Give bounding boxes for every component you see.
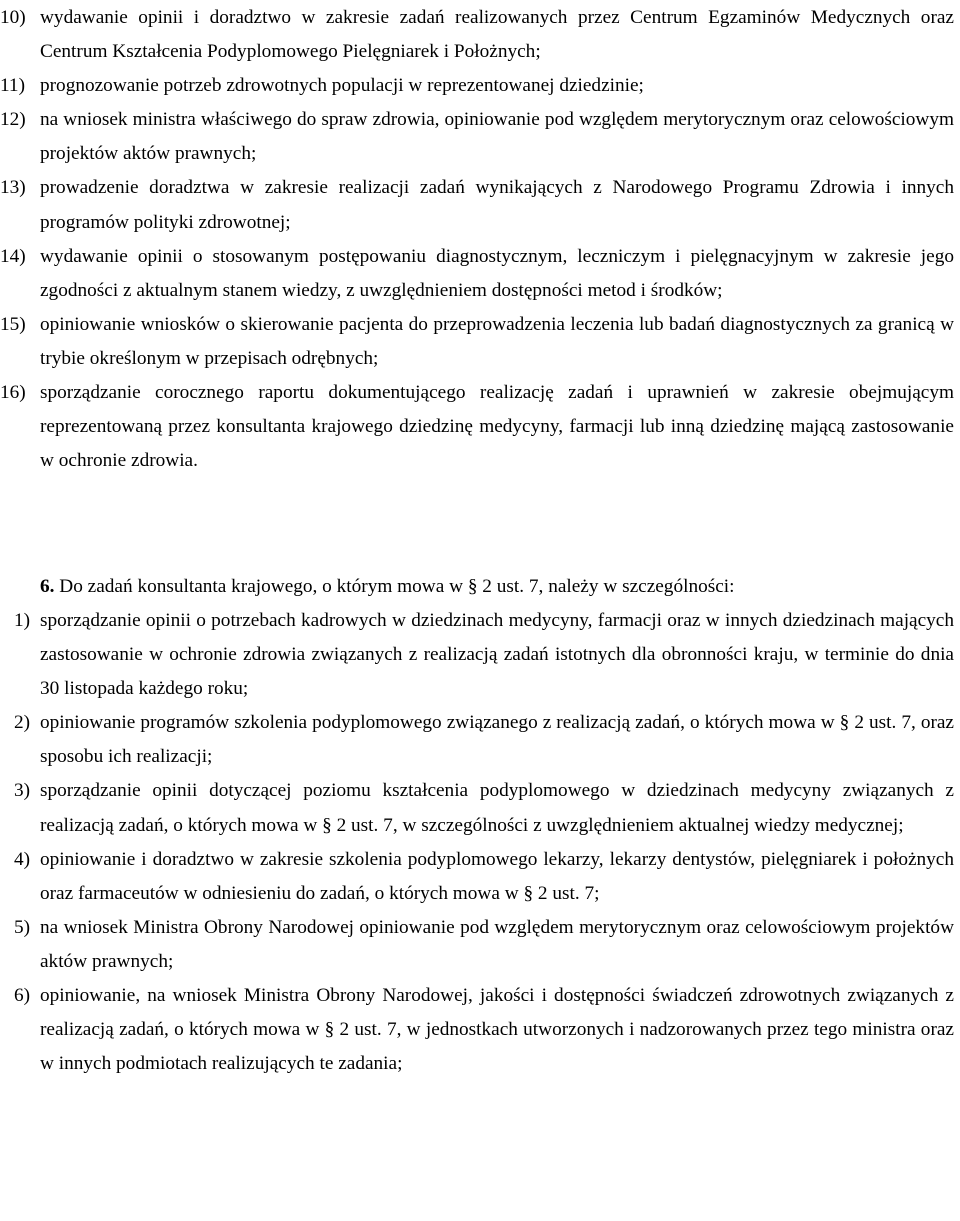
list-item-number: 13) bbox=[0, 177, 26, 199]
list-item-number: 3) bbox=[13, 780, 30, 802]
numbered-list-section-6 bbox=[0, 604, 954, 1081]
list-item bbox=[0, 103, 954, 171]
list-item-number: 1) bbox=[13, 610, 30, 631]
numbered-list-continued bbox=[0, 1, 954, 478]
list-item bbox=[0, 706, 954, 774]
list-item bbox=[0, 308, 954, 376]
list-item bbox=[0, 240, 954, 308]
list-item-number: 15) bbox=[0, 313, 26, 335]
list-item-text: opiniowanie wniosków o skierowanie pacjenta do przeprowadzenia leczenia lub badań diagnostycznych za granicą w trybie określonym w przepisach odrębnych; bbox=[40, 313, 954, 369]
list-item-number: 12) bbox=[0, 109, 26, 131]
list-item bbox=[0, 376, 954, 478]
list-item-number: 11) bbox=[0, 75, 25, 97]
list-item-text: prowadzenie doradztwa w zakresie realizacji zadań wynikających z Narodowego Programu Zdrowia i innych programów polityki zdrowotnej; bbox=[40, 177, 954, 233]
list-item-number: 6) bbox=[13, 985, 30, 1007]
list-item-text: wydawanie opinii o stosowanym postępowaniu diagnostycznym, leczniczym i pielęgnacyjnym w zakresie jego zgodności z aktualnym stanem wiedzy, z uwzględnieniem dostępności metod i środków; bbox=[40, 245, 954, 301]
list-item-text: na wniosek Ministra Obrony Narodowej opiniowanie pod względem merytorycznym oraz celowościowym projektów aktów prawnych; bbox=[40, 916, 954, 972]
list-item-text: sporządzanie opinii o potrzebach kadrowych w dziedzinach medycyny, farmacji oraz w innych dziedzinach mających zastosowanie w ochronie zdrowia związanych z realizacją zadań istotnych dla obronności kraju, w terminie do dnia 30 listopada każdego roku; bbox=[40, 610, 954, 700]
list-item bbox=[0, 171, 954, 239]
list-item-text: sporządzanie corocznego raportu dokumentującego realizację zadań i uprawnień w zakresie obejmującym reprezentowaną przez konsultanta krajowego dziedzinę medycyny, farmacji lub inną dziedzinę mającą zastosowanie w ochronie zdrowia. bbox=[40, 382, 954, 472]
list-item-number: 5) bbox=[13, 916, 30, 938]
list-item bbox=[0, 911, 954, 979]
list-item-number: 10) bbox=[0, 7, 26, 28]
list-item-number: 2) bbox=[13, 712, 30, 734]
list-item-text: sporządzanie opinii dotyczącej poziomu kształcenia podyplomowego w dziedzinach medycyny związanych z realizacją zadań, o których mowa w § 2 ust. 7, w szczególności z uwzględnieniem aktualnej wiedzy medycznej; bbox=[40, 780, 954, 836]
list-item-text: opiniowanie programów szkolenia podyplomowego związanego z realizacją zadań, o których mowa w § 2 ust. 7, oraz sposobu ich realizacji; bbox=[40, 712, 954, 768]
list-item-text: opiniowanie i doradztwo w zakresie szkolenia podyplomowego lekarzy, lekarzy dentystów, pielęgniarek i położnych oraz farmaceutów w odniesieniu do zadań, o których mowa w § 2 ust. 7; bbox=[40, 848, 954, 904]
list-item bbox=[0, 979, 954, 1081]
list-item-text: wydawanie opinii i doradztwo w zakresie zadań realizowanych przez Centrum Egzaminów Medycznych oraz Centrum Kształcenia Podyplomowego Pielęgniarek i Położnych; bbox=[40, 7, 954, 63]
list-item-text: na wniosek ministra właściwego do spraw zdrowia, opiniowanie pod względem merytorycznym oraz celowościowym projektów aktów prawnych; bbox=[40, 109, 954, 165]
list-item bbox=[0, 1, 954, 69]
list-item-number: 14) bbox=[0, 245, 26, 267]
section-paragraph bbox=[40, 570, 954, 604]
section-text: Do zadań konsultanta krajowego, o którym mowa w § 2 ust. 7, należy w szczególności: bbox=[54, 576, 735, 597]
list-item-text: opiniowanie, na wniosek Ministra Obrony Narodowej, jakości i dostępności świadczeń zdrowotnych związanych z realizacją zadań, o których mowa w § 2 ust. 7, w jednostkach utworzonych i nadzorowanych przez tego ministra oraz w innych podmiotach realizujących te zadania; bbox=[40, 985, 954, 1075]
list-item-number: 16) bbox=[0, 382, 26, 404]
list-item bbox=[0, 69, 954, 103]
list-item-number: 4) bbox=[13, 848, 30, 870]
section-number: 6. bbox=[40, 576, 55, 597]
list-item bbox=[0, 843, 954, 911]
list-item bbox=[0, 604, 954, 706]
list-item-text: prognozowanie potrzeb zdrowotnych populacji w reprezentowanej dziedzinie; bbox=[40, 75, 644, 97]
list-item bbox=[0, 774, 954, 842]
